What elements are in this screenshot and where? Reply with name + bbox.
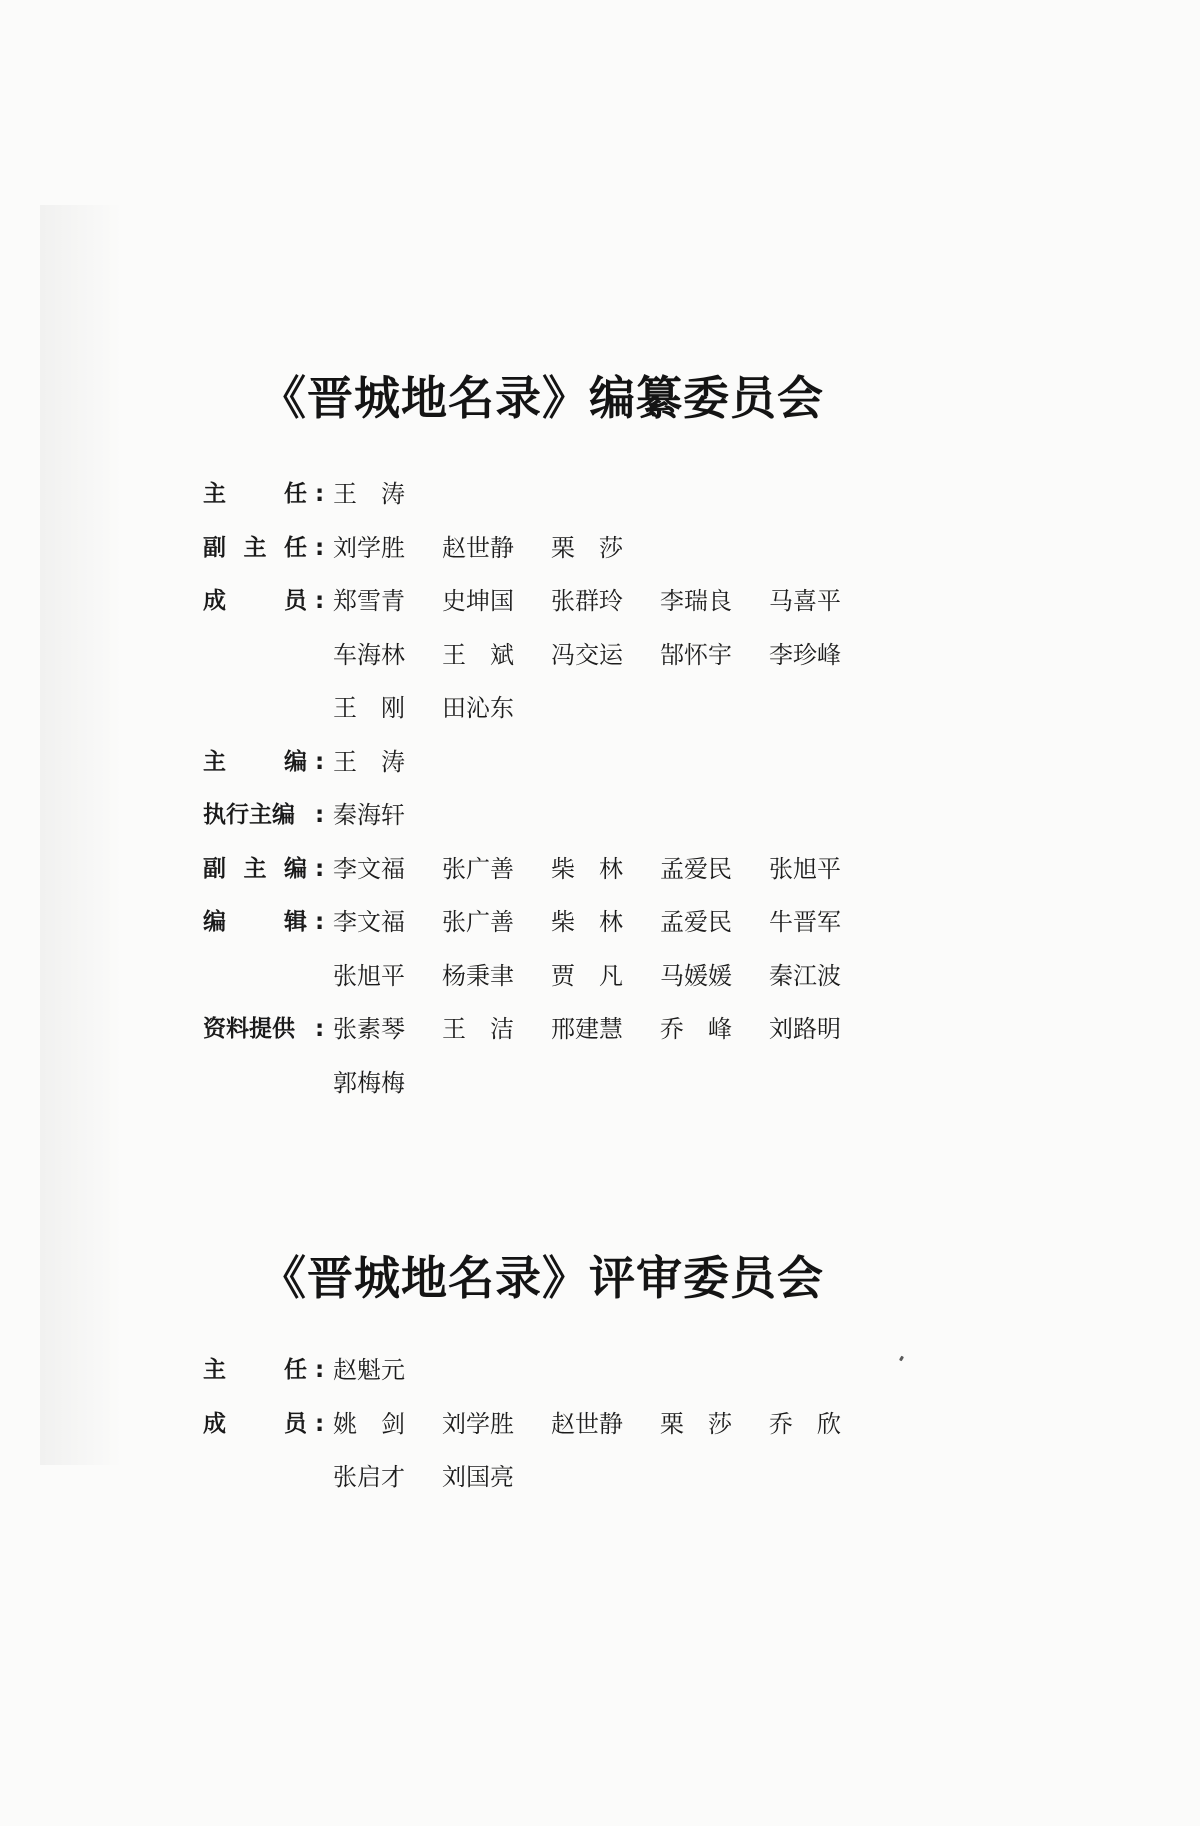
role-row-members (0, 1398, 1200, 1505)
compilation-committee-roster (0, 468, 1200, 1110)
names-line (333, 522, 1200, 576)
names-line (333, 1057, 1200, 1111)
names-line (333, 950, 1200, 1004)
names-line (333, 1398, 1200, 1452)
names-line (333, 629, 1200, 683)
person-name: 张旭平 (769, 854, 841, 883)
role-row-director (0, 468, 1200, 522)
person-name: 刘学胜 (442, 1409, 514, 1438)
names-line (333, 575, 1200, 629)
compilation-committee-title: 《晋城地名录》编纂委员会 (260, 371, 824, 425)
person-name: 栗莎 (551, 533, 647, 562)
person-name: 乔峰 (660, 1015, 756, 1043)
role-label: 成 员 : (203, 1410, 325, 1437)
person-name: 赵魁元 (333, 1356, 405, 1384)
person-name: 田沁东 (442, 694, 514, 722)
person-name: 郭梅梅 (333, 1068, 405, 1097)
person-name: 姚剑 (333, 1409, 429, 1438)
person-name: 郑雪青 (333, 587, 405, 615)
review-committee-roster (0, 1344, 1200, 1505)
role-label: 主 任 : (203, 1357, 325, 1383)
person-name: 张素琴 (333, 1015, 405, 1043)
person-name: 李文福 (333, 908, 405, 936)
person-name: 王斌 (442, 640, 538, 669)
role-row-members (0, 575, 1200, 736)
person-name: 李瑞良 (660, 587, 732, 615)
person-name: 李珍峰 (769, 640, 841, 669)
person-name: 张启才 (333, 1463, 405, 1491)
person-name: 王涛 (333, 747, 429, 776)
role-row-materials-providers (0, 1003, 1200, 1110)
person-name: 马喜平 (769, 587, 841, 615)
person-name: 杨秉聿 (442, 961, 514, 990)
person-name: 马媛媛 (660, 961, 732, 990)
person-name: 刘国亮 (442, 1463, 514, 1491)
person-name: 车海林 (333, 640, 405, 669)
role-row-executive-chief-editor (0, 789, 1200, 843)
names-line (333, 1451, 1200, 1505)
person-name: 赵世静 (551, 1409, 623, 1438)
person-name: 张广善 (442, 908, 514, 936)
person-name: 秦江波 (769, 961, 841, 990)
names-line (333, 1003, 1200, 1057)
person-name: 柴林 (551, 854, 647, 883)
person-name: 邢建慧 (551, 1015, 623, 1043)
person-name: 孟爱民 (660, 908, 732, 936)
role-label: 主 编 : (203, 748, 325, 775)
names-line (333, 843, 1200, 897)
person-name: 李文福 (333, 854, 405, 883)
person-name: 史坤国 (442, 587, 514, 615)
person-name: 赵世静 (442, 533, 514, 562)
names-line (333, 682, 1200, 736)
role-row-deputy-chief-editor (0, 843, 1200, 897)
names-line (333, 896, 1200, 950)
role-label: 副 主 编 : (203, 855, 325, 882)
person-name: 孟爱民 (660, 854, 732, 883)
person-name: 王洁 (442, 1015, 538, 1043)
names-line (333, 736, 1200, 790)
person-name: 刘学胜 (333, 533, 405, 562)
names-line (333, 1344, 1200, 1398)
names-line (333, 789, 1200, 843)
person-name: 贾凡 (551, 961, 647, 990)
role-row-chief-editor (0, 736, 1200, 790)
role-label: 副 主 任 : (203, 534, 325, 561)
role-label: 执行主编 : (203, 802, 325, 828)
person-name: 刘路明 (769, 1015, 841, 1043)
person-name: 张群玲 (551, 587, 623, 615)
role-row-deputy-director (0, 522, 1200, 576)
role-label: 编 辑 : (203, 909, 325, 935)
review-committee-title: 《晋城地名录》评审委员会 (260, 1251, 824, 1305)
person-name: 牛晋军 (769, 908, 841, 936)
role-label: 成 员 : (203, 588, 325, 614)
person-name: 张广善 (442, 854, 514, 883)
role-label: 主 任 : (203, 481, 325, 507)
person-name: 栗莎 (660, 1409, 756, 1438)
role-row-editors (0, 896, 1200, 1003)
person-name: 张旭平 (333, 961, 405, 990)
names-line (333, 468, 1200, 522)
role-label: 资料提供 : (203, 1016, 325, 1042)
person-name: 冯交运 (551, 640, 623, 669)
person-name: 王涛 (333, 480, 429, 508)
person-name: 秦海轩 (333, 801, 405, 829)
person-name: 郜怀宇 (660, 640, 732, 669)
role-row-director (0, 1344, 1200, 1398)
person-name: 乔欣 (769, 1409, 865, 1438)
person-name: 柴林 (551, 908, 647, 936)
person-name: 王刚 (333, 694, 429, 722)
